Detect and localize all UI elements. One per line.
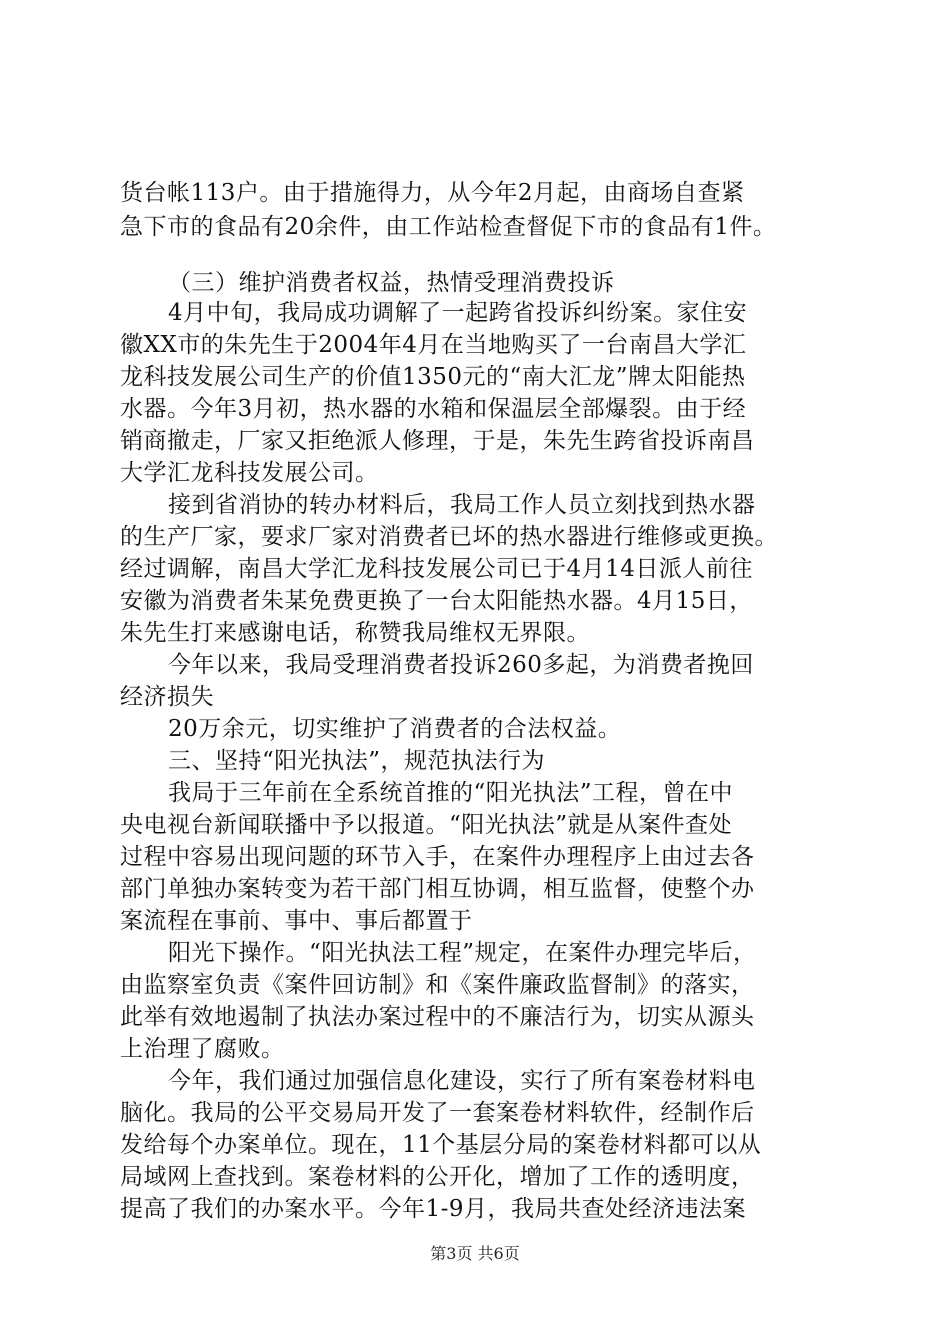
text-line: 朱先生打来感谢电话，称赞我局维权无界限。	[120, 620, 590, 646]
text-line: 发给每个办案单位。现在，11个基层分局的案卷材料都可以从	[120, 1132, 762, 1158]
text-line: 水器。今年3月初，热水器的水箱和保温层全部爆裂。由于经	[120, 396, 747, 422]
text-line: 大学汇龙科技发展公司。	[120, 460, 379, 486]
text-line: 由监察室负责《案件回访制》和《案件廉政监督制》的落实，	[120, 972, 755, 998]
page-number-footer: 第3页 共6页	[430, 1244, 520, 1263]
text-line: 的生产厂家，要求厂家对消费者已坏的热水器进行维修或更换。	[120, 524, 778, 550]
text-line: 今年，我们通过加强信息化建设，实行了所有案卷材料电	[168, 1068, 756, 1094]
text-line: 案流程在事前、事中、事后都置于	[120, 908, 473, 934]
text-line: 20万余元，切实维护了消费者的合法权益。	[168, 716, 622, 742]
text-line: 上治理了腐败。	[120, 1036, 285, 1062]
text-line: 局域网上查找到。案卷材料的公开化，增加了工作的透明度，	[120, 1164, 755, 1190]
text-line: 脑化。我局的公平交易局开发了一套案卷材料软件，经制作后	[120, 1100, 755, 1126]
text-line: 接到省消协的转办材料后，我局工作人员立刻找到热水器	[168, 492, 756, 518]
section-heading: （三）维护消费者权益，热情受理消费投诉	[168, 270, 615, 296]
text-line: 我局于三年前在全系统首推的“阳光执法”工程，曾在中	[168, 780, 734, 806]
text-line: 安徽为消费者朱某免费更换了一台太阳能热水器。4月15日，	[120, 588, 753, 614]
text-line: 经济损失	[120, 684, 214, 710]
text-line: 过程中容易出现问题的环节入手，在案件办理程序上由过去各	[120, 844, 755, 870]
text-line: 阳光下操作。“阳光执法工程”规定，在案件办理完毕后，	[168, 940, 757, 966]
text-line: 徽XX市的朱先生于2004年4月在当地购买了一台南昌大学汇	[120, 332, 747, 358]
text-line: 4月中旬，我局成功调解了一起跨省投诉纠纷案。家住安	[168, 300, 748, 326]
text-line: 龙科技发展公司生产的价值1350元的“南大汇龙”牌太阳能热	[120, 364, 746, 390]
text-line: 今年以来，我局受理消费者投诉260多起，为消费者挽回	[168, 652, 754, 678]
section-heading: 三、坚持“阳光执法”，规范执法行为	[168, 748, 546, 774]
text-line: 提高了我们的办案水平。今年1-9月，我局共查处经济违法案	[120, 1196, 747, 1222]
text-line: 货台帐113户。由于措施得力，从今年2月起，由商场自查紧	[120, 180, 745, 206]
text-line: 销商撤走，厂家又拒绝派人修理，于是，朱先生跨省投诉南昌	[120, 428, 755, 454]
text-line: 央电视台新闻联播中予以报道。“阳光执法”就是从案件查处	[120, 812, 733, 838]
text-line: 急下市的食品有20余件，由工作站检查督促下市的食品有1件。	[120, 214, 777, 240]
text-line: 经过调解，南昌大学汇龙科技发展公司已于4月14日派人前往	[120, 556, 753, 582]
text-line: 此举有效地遏制了执法办案过程中的不廉洁行为，切实从源头	[120, 1004, 755, 1030]
text-line: 部门单独办案转变为若干部门相互协调，相互监督，使整个办	[120, 876, 755, 902]
